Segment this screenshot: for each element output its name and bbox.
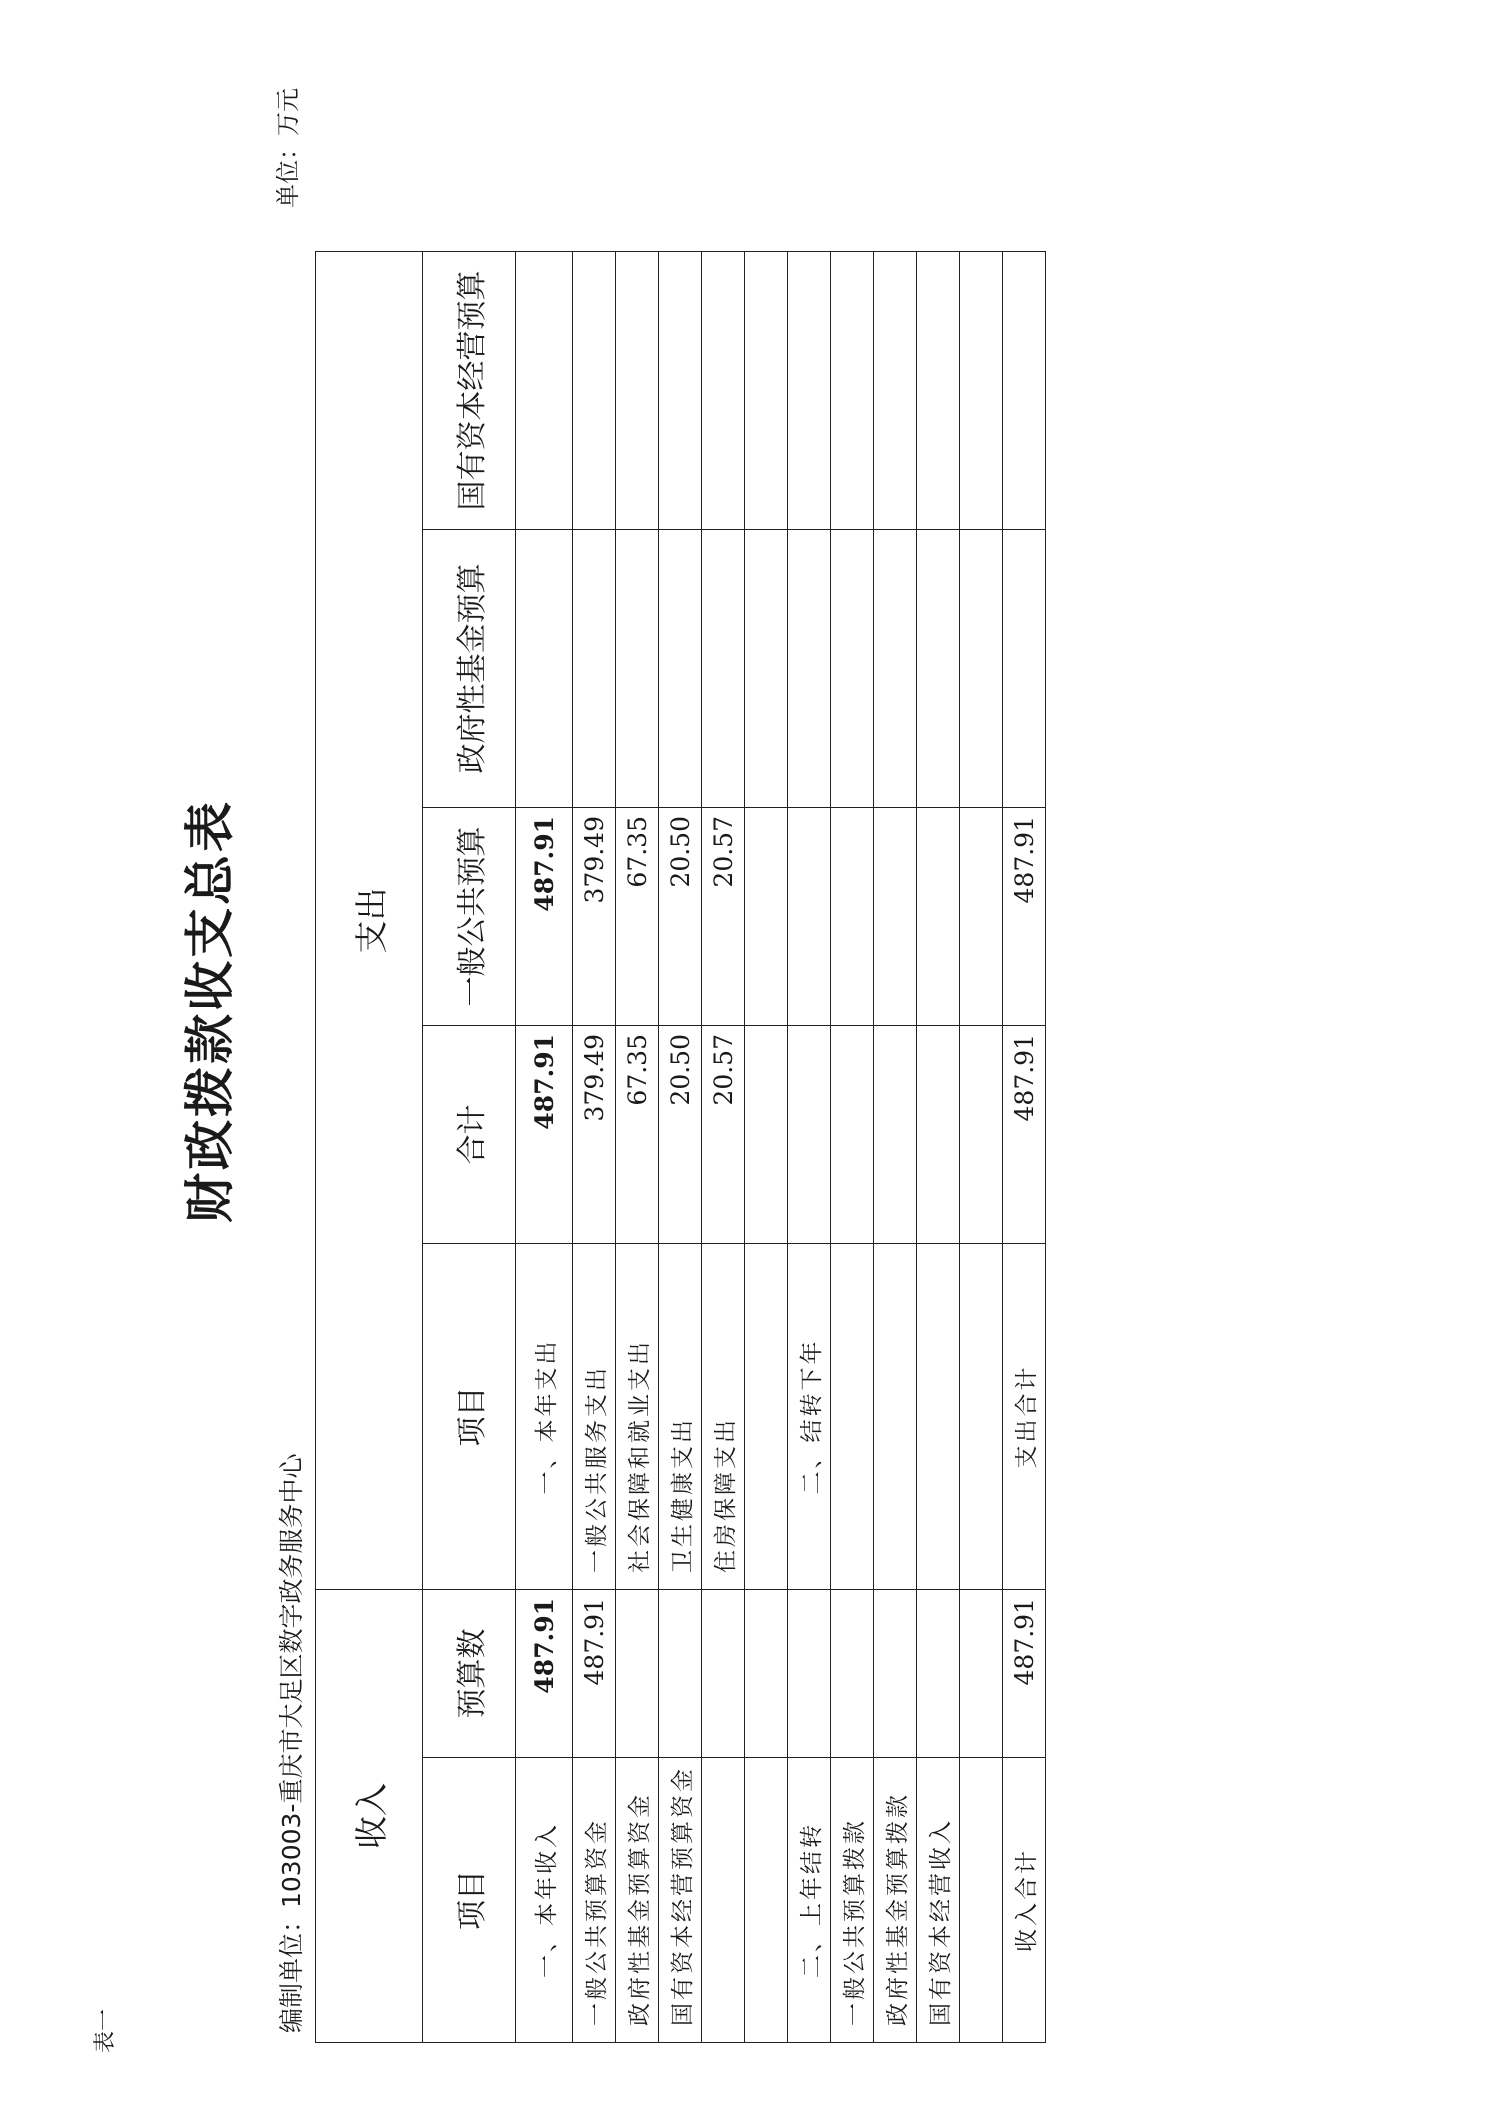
general-budget-cell	[788, 808, 831, 1026]
expense-item-cell	[831, 1244, 874, 1590]
total-cell	[874, 1026, 917, 1244]
total-cell: 20.57	[702, 1026, 745, 1244]
income-amount-cell	[745, 1590, 788, 1758]
income-item-cell: 一、本年收入	[516, 1758, 573, 2043]
capital-budget-header: 国有资本经营预算	[423, 252, 516, 530]
income-item-cell: 收入合计	[1003, 1758, 1046, 2043]
income-amount-cell	[874, 1590, 917, 1758]
fund-budget-cell	[960, 530, 1003, 808]
total-cell: 487.91	[1003, 1026, 1046, 1244]
table-row	[516, 252, 573, 2043]
fund-budget-cell	[874, 530, 917, 808]
income-item-header: 项目	[423, 1758, 516, 2043]
fund-budget-header: 政府性基金预算	[423, 530, 516, 808]
capital-budget-cell	[1003, 252, 1046, 530]
expense-item-cell: 住房保障支出	[702, 1244, 745, 1590]
total-cell: 20.50	[659, 1026, 702, 1244]
income-amount-cell	[788, 1590, 831, 1758]
document-title: 财政拨款收支总表	[181, 799, 239, 1223]
capital-budget-cell	[960, 252, 1003, 530]
budget-table	[315, 251, 1046, 2043]
table-row	[960, 252, 1003, 2043]
fund-budget-cell	[616, 530, 659, 808]
general-budget-cell: 487.91	[1003, 808, 1046, 1026]
income-amount-cell	[616, 1590, 659, 1758]
table-row	[616, 252, 659, 2043]
income-amount-cell	[960, 1590, 1003, 1758]
fund-budget-cell	[702, 530, 745, 808]
expense-item-cell	[960, 1244, 1003, 1590]
fund-budget-cell	[788, 530, 831, 808]
fund-budget-cell	[831, 530, 874, 808]
table-row	[702, 252, 745, 2043]
expense-item-cell	[874, 1244, 917, 1590]
income-item-cell: 国有资本经营预算资金	[659, 1758, 702, 2043]
general-budget-cell	[831, 808, 874, 1026]
capital-budget-cell	[616, 252, 659, 530]
fund-budget-cell	[745, 530, 788, 808]
unit-label: 单位：万元	[274, 88, 302, 208]
table-row	[659, 252, 702, 2043]
capital-budget-cell	[659, 252, 702, 530]
fund-budget-cell	[917, 530, 960, 808]
total-cell: 487.91	[516, 1026, 573, 1244]
header-row-columns	[423, 252, 516, 2043]
income-amount-cell: 487.91	[573, 1590, 616, 1758]
income-amount-cell	[702, 1590, 745, 1758]
income-item-cell	[702, 1758, 745, 2043]
total-cell: 379.49	[573, 1026, 616, 1244]
total-cell	[917, 1026, 960, 1244]
capital-budget-cell	[874, 252, 917, 530]
table-row	[917, 252, 960, 2043]
income-item-cell	[745, 1758, 788, 2043]
total-cell: 67.35	[616, 1026, 659, 1244]
general-budget-cell: 487.91	[516, 808, 573, 1026]
expense-item-cell	[917, 1244, 960, 1590]
table-row	[573, 252, 616, 2043]
expense-item-cell	[745, 1244, 788, 1590]
capital-budget-cell	[831, 252, 874, 530]
sheet-number-label: 表一	[93, 2008, 118, 2053]
capital-budget-cell	[573, 252, 616, 530]
general-budget-cell: 20.50	[659, 808, 702, 1026]
table-row	[1003, 252, 1046, 2043]
expense-item-cell: 卫生健康支出	[659, 1244, 702, 1590]
expense-item-cell: 社会保障和就业支出	[616, 1244, 659, 1590]
expense-item-cell: 支出合计	[1003, 1244, 1046, 1590]
income-item-cell: 一般公共预算资金	[573, 1758, 616, 2043]
capital-budget-cell	[702, 252, 745, 530]
total-cell	[831, 1026, 874, 1244]
general-budget-cell	[745, 808, 788, 1026]
total-cell	[788, 1026, 831, 1244]
table-row	[745, 252, 788, 2043]
general-budget-cell	[874, 808, 917, 1026]
income-header: 收入	[316, 1590, 423, 2043]
income-amount-cell	[831, 1590, 874, 1758]
income-amount-cell	[917, 1590, 960, 1758]
general-budget-cell	[917, 808, 960, 1026]
table-row	[788, 252, 831, 2043]
expense-item-header: 项目	[423, 1244, 516, 1590]
table-row	[874, 252, 917, 2043]
fund-budget-cell	[573, 530, 616, 808]
fund-budget-cell	[1003, 530, 1046, 808]
expense-item-cell: 一般公共服务支出	[573, 1244, 616, 1590]
expense-item-cell: 一、本年支出	[516, 1244, 573, 1590]
income-amount-cell: 487.91	[1003, 1590, 1046, 1758]
general-budget-cell: 20.57	[702, 808, 745, 1026]
income-item-cell: 政府性基金预算资金	[616, 1758, 659, 2043]
income-item-cell: 二、上年结转	[788, 1758, 831, 2043]
income-item-cell: 政府性基金预算拨款	[874, 1758, 917, 2043]
total-cell	[745, 1026, 788, 1244]
total-header: 合计	[423, 1026, 516, 1244]
general-budget-cell	[960, 808, 1003, 1026]
income-amount-cell: 487.91	[516, 1590, 573, 1758]
fund-budget-cell	[516, 530, 573, 808]
capital-budget-cell	[516, 252, 573, 530]
income-budget-header: 预算数	[423, 1590, 516, 1758]
total-cell	[960, 1026, 1003, 1244]
header-row-top	[316, 252, 423, 2043]
income-item-cell: 一般公共预算拨款	[831, 1758, 874, 2043]
general-budget-header: 一般公共预算	[423, 808, 516, 1026]
org-label: 编制单位：103003-重庆市大足区数字政务服务中心	[277, 1453, 306, 2033]
expense-header: 支出	[316, 252, 423, 1590]
capital-budget-cell	[788, 252, 831, 530]
income-item-cell: 国有资本经营收入	[917, 1758, 960, 2043]
income-item-cell	[960, 1758, 1003, 2043]
income-amount-cell	[659, 1590, 702, 1758]
fund-budget-cell	[659, 530, 702, 808]
general-budget-cell: 67.35	[616, 808, 659, 1026]
capital-budget-cell	[745, 252, 788, 530]
general-budget-cell: 379.49	[573, 808, 616, 1026]
expense-item-cell: 二、结转下年	[788, 1244, 831, 1590]
table-row	[831, 252, 874, 2043]
capital-budget-cell	[917, 252, 960, 530]
